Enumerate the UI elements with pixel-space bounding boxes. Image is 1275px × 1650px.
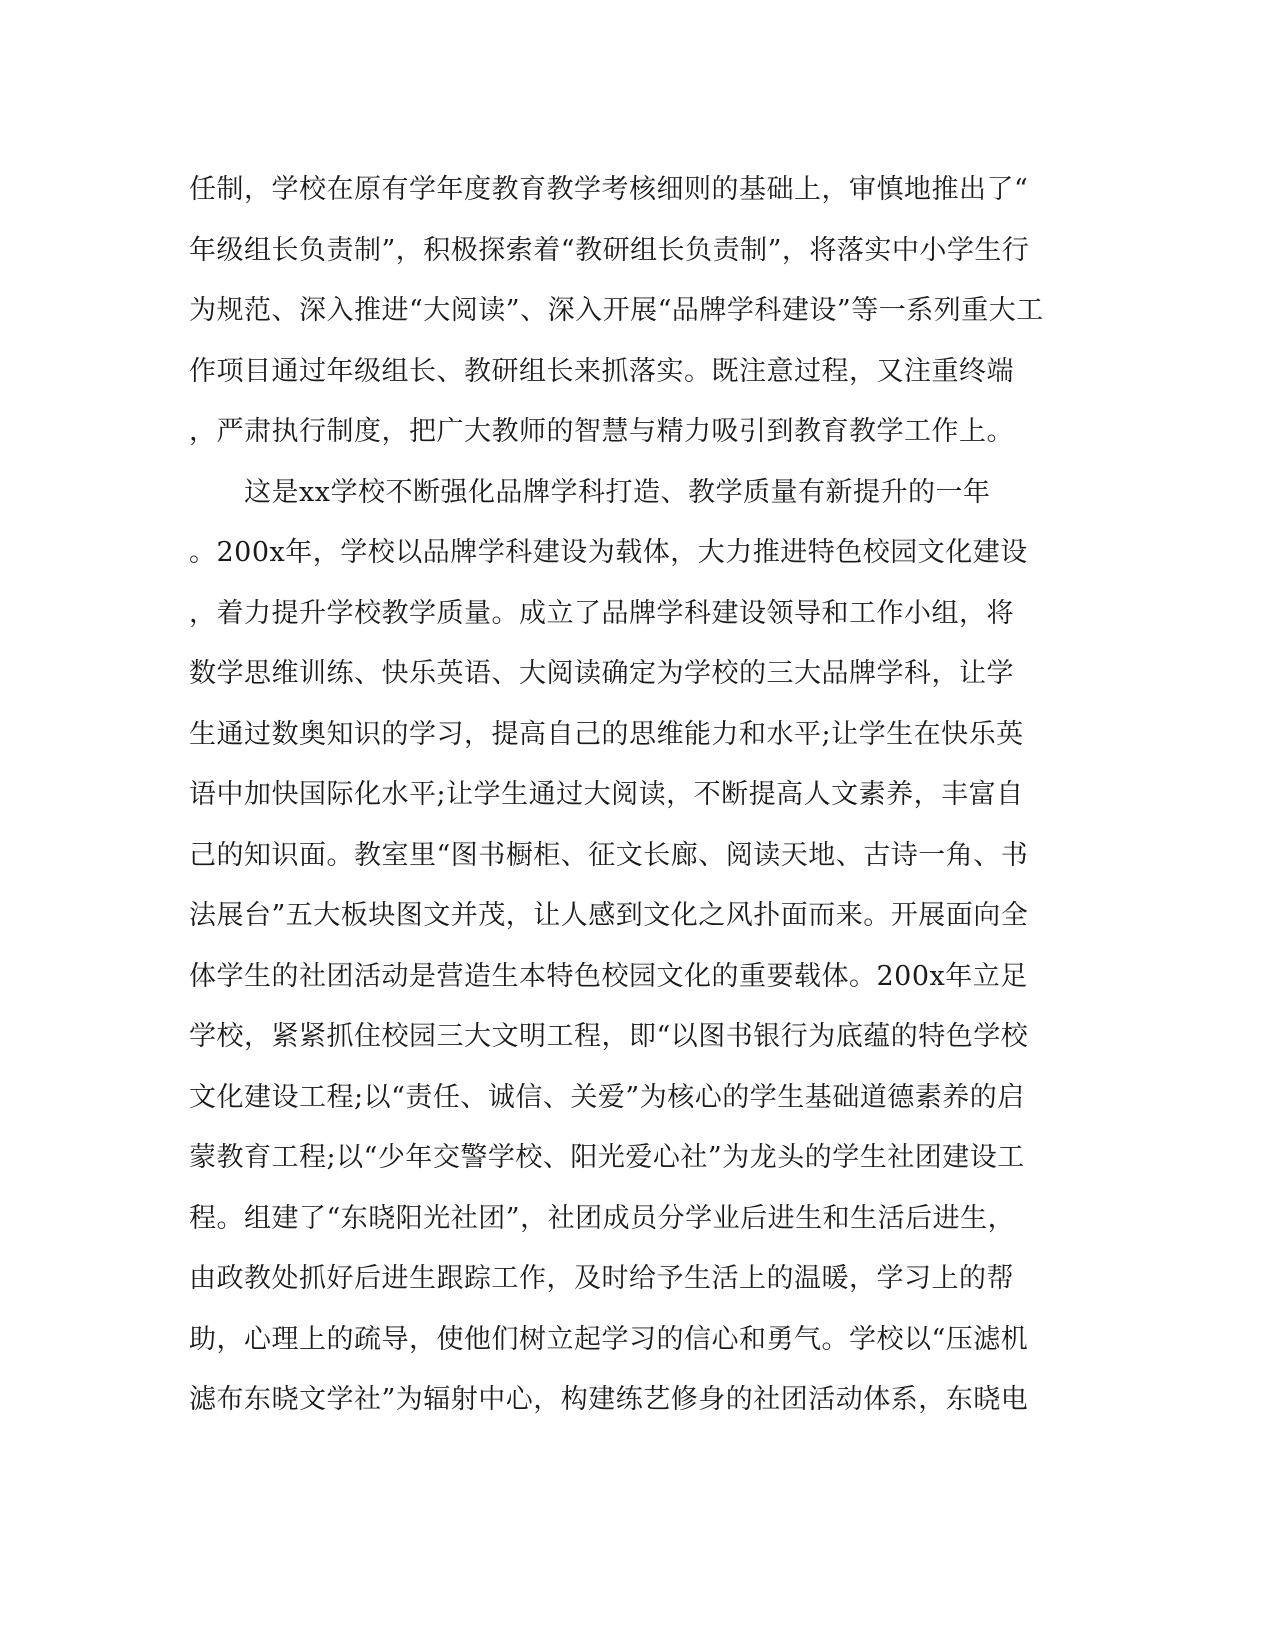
text-line: ，严肃执行制度，把广大教师的智慧与精力吸引到教育教学工作上。: [189, 416, 1014, 447]
body-text: [189, 160, 1089, 1431]
text-line: 任制，学校在原有学年度教育教学考核细则的基础上，审慎地推出了“: [189, 174, 1029, 205]
text-line: 己的知识面。教室里“图书橱柜、征文长廊、阅读天地、古诗一角、书: [189, 839, 1029, 871]
text-line: 学校，紧紧抓住校园三大文明工程，即“以图书银行为底蕴的特色学校: [189, 1021, 1029, 1052]
text-line: 作项目通过年级组长、教研组长来抓落实。既注意过程，又注重终端: [189, 355, 1014, 387]
text-line: 滤布东晓文学社”为辐射中心，构建练艺修身的社团活动体系，东晓电: [189, 1384, 1029, 1415]
text-line: 语中加快国际化水平;让学生通过大阅读，不断提高人文素养，丰富自: [189, 779, 1024, 810]
text-line: 文化建设工程;以“责任、诚信、关爱”为核心的学生基础道德素养的启: [189, 1081, 1025, 1113]
text-line: 年级组长负责制”，积极探索着“教研组长负责制”，将落实中小学生行: [189, 234, 1030, 266]
text-line: 生通过数奥知识的学习，提高自己的思维能力和水平;让学生在快乐英: [189, 718, 1024, 750]
text-line: 为规范、深入推进“大阅读”、深入开展“品牌学科建设”等一系列重大工: [189, 295, 1044, 326]
text-line: ，着力提升学校教学质量。成立了品牌学科建设领导和工作小组，将: [189, 597, 1014, 629]
text-line: 程。组建了“东晓阳光社团”，社团成员分学业后进生和生活后进生，: [189, 1202, 1016, 1234]
text-line: 蒙教育工程;以“少年交警学校、阳光爱心社”为龙头的学生社团建设工: [189, 1142, 1025, 1173]
text-line: 助，心理上的疏导，使他们树立起学习的信心和勇气。学校以“压滤机: [189, 1323, 1029, 1355]
text-line: 法展台”五大板块图文并茂，让人感到文化之风扑面而来。开展面向全: [189, 900, 1029, 931]
text-line: 体学生的社团活动是营造生本特色校园文化的重要载体。200x年立足: [189, 960, 1028, 992]
text-line: 由政教处抓好后进生跟踪工作，及时给予生活上的温暖，学习上的帮: [189, 1263, 1014, 1294]
text-line: 。200x年，学校以品牌学科建设为载体，大力推进特色校园文化建设: [189, 537, 1028, 568]
text-line: 数学思维训练、快乐英语、大阅读确定为学校的三大品牌学科，让学: [189, 658, 1014, 689]
paragraph-start-line: 这是xx学校不断强化品牌学科打造、教学质量有新提升的一年: [189, 476, 991, 508]
